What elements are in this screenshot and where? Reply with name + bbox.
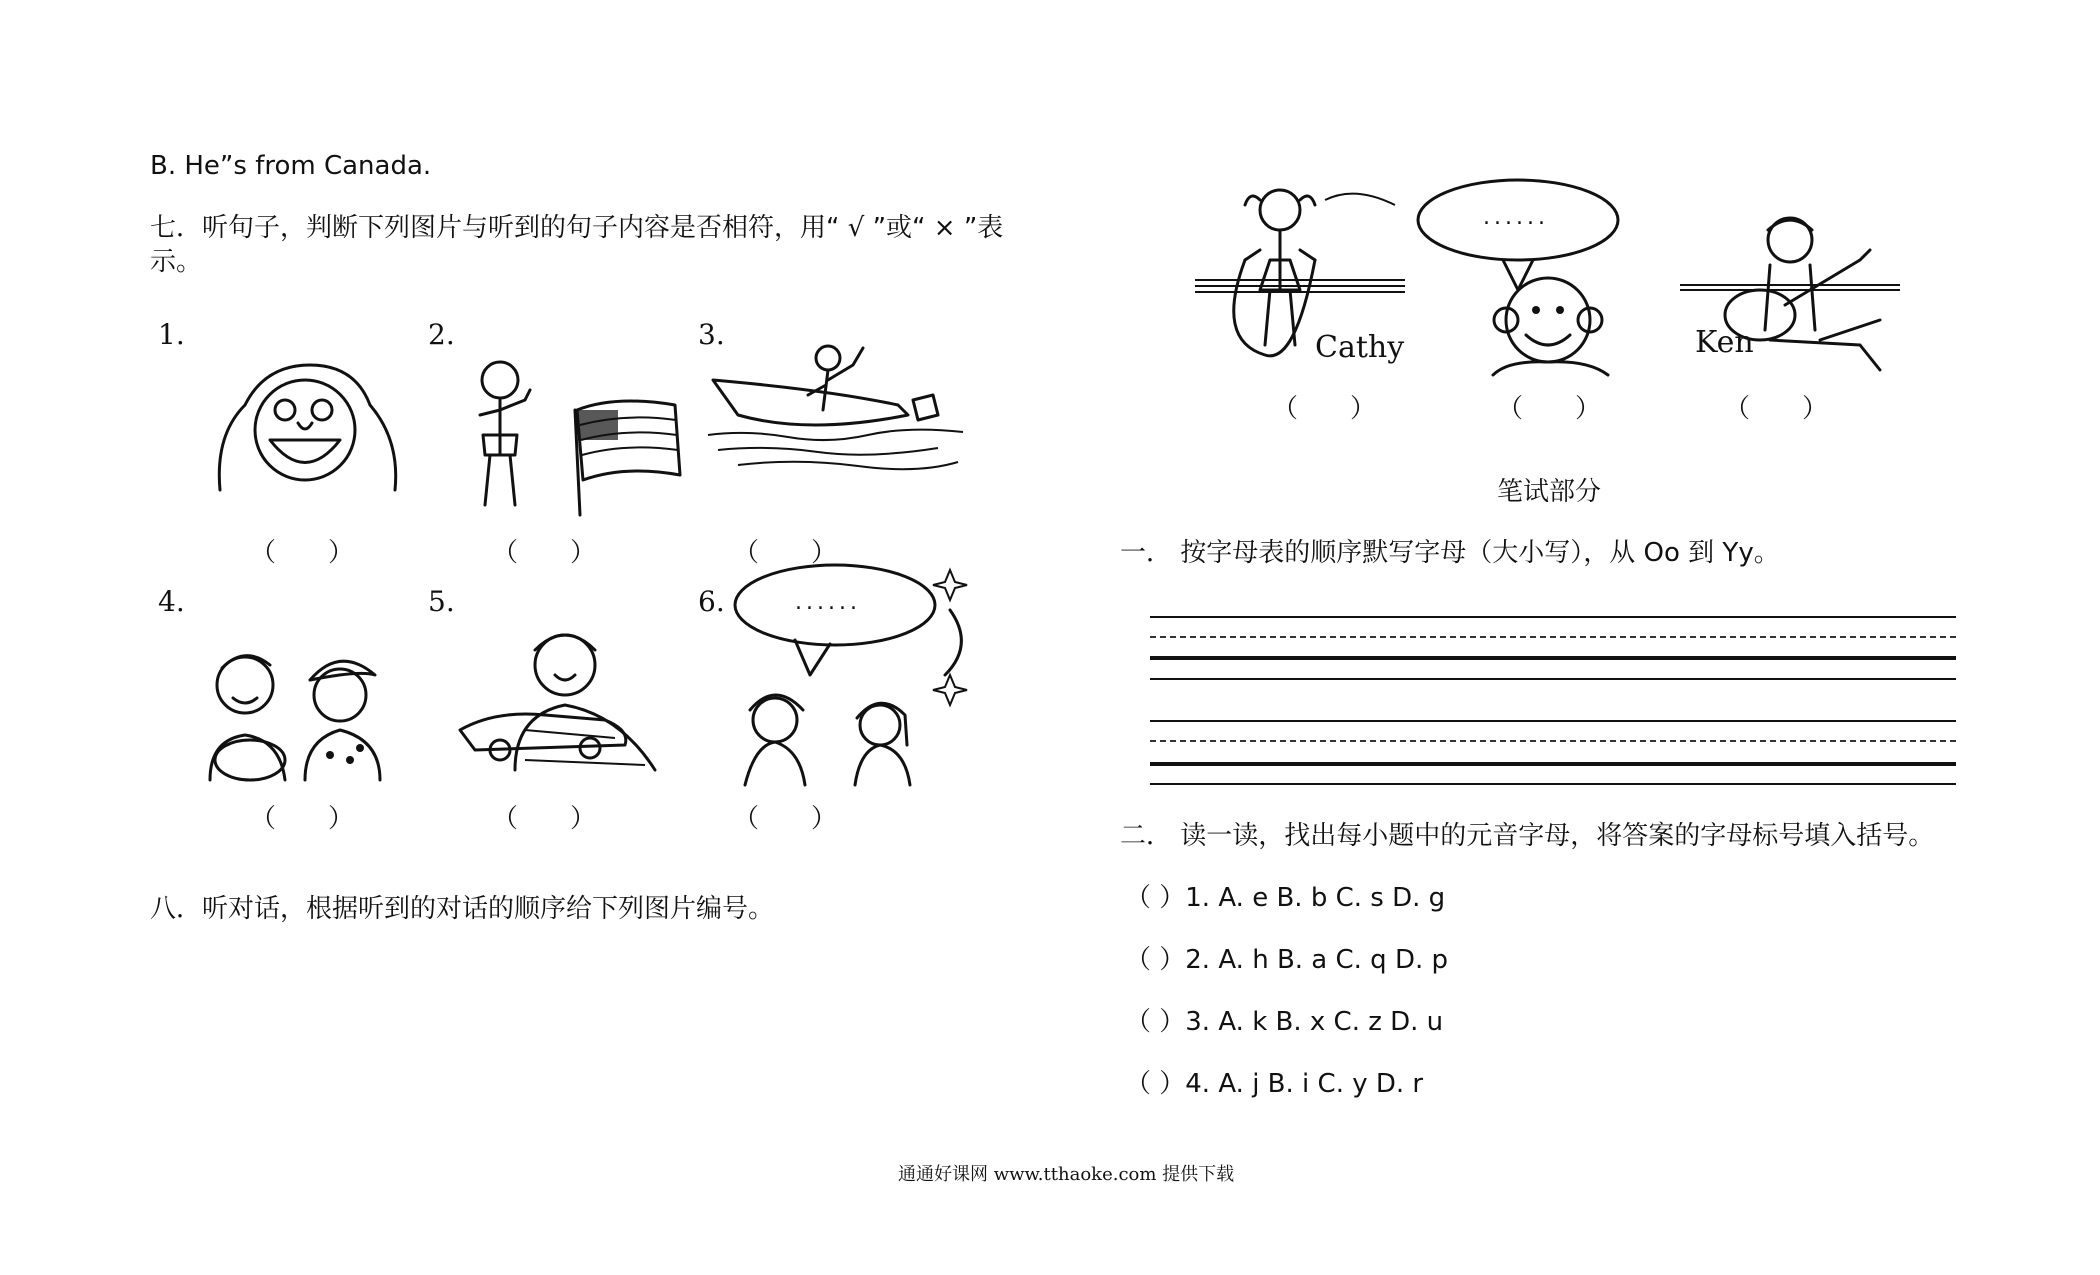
writing-line-mid-1[interactable] (1150, 636, 1956, 638)
speech-bubble-people-icon (735, 560, 975, 790)
answer-paren-cathy[interactable]: （ ） (1272, 394, 1377, 424)
section2-title: 二． 读一读，找出每小题中的元音字母，将答案的字母标号填入括号。 (1120, 821, 1935, 851)
item-number-3: 3. (698, 318, 725, 351)
caption-cathy: Cathy (1315, 330, 1405, 365)
item-number-2: 2. (428, 318, 455, 351)
answer-paren-2[interactable]: （ ） (492, 538, 597, 568)
answer-paren-monkey[interactable]: （ ） (1497, 394, 1602, 424)
man-face-icon (210, 355, 400, 495)
writing-line-base-2[interactable] (1150, 762, 1956, 766)
question-1[interactable]: （ ）1. A. e B. b C. s D. g (1125, 883, 1446, 913)
two-people-icon (200, 640, 400, 785)
answer-paren-5[interactable]: （ ） (492, 804, 597, 834)
writing-line-top-1[interactable] (1150, 616, 1956, 618)
boy-with-car-icon (455, 620, 665, 780)
question-2[interactable]: （ ）2. A. h B. a C. q D. p (1125, 945, 1449, 975)
item-number-1: 1. (158, 318, 185, 351)
girl-with-flag-icon (465, 355, 685, 515)
man-in-boat-icon (708, 340, 968, 470)
item-number-5: 5. (428, 585, 455, 618)
section1-title: 一． 按字母表的顺序默写字母（大小写），从 Oo 到 Yy。 (1120, 538, 1780, 568)
answer-paren-1[interactable]: （ ） (250, 538, 355, 568)
page-footer: 通通好课网 www.tthaoke.com 提供下载 (898, 1164, 1235, 1185)
writing-line-mid-2[interactable] (1150, 740, 1956, 742)
section7-title-line1: 七．听句子，判断下列图片与听到的句子内容是否相符，用“ √ ”或“ × ”表 (150, 213, 1004, 243)
section8-title: 八．听对话，根据听到的对话的顺序给下列图片编号。 (150, 894, 775, 924)
writing-line-top-2[interactable] (1150, 720, 1956, 722)
answer-paren-ken[interactable]: （ ） (1724, 394, 1829, 424)
written-section-heading: 笔试部分 (1497, 477, 1602, 507)
writing-line-base-1[interactable] (1150, 656, 1956, 660)
answer-paren-3[interactable]: （ ） (733, 538, 838, 568)
bubble-text-left: ...... (795, 590, 861, 615)
item-number-6: 6. (698, 585, 725, 618)
girl-skipping-rope-icon (1195, 180, 1405, 370)
question-4[interactable]: （ ）4. A. j B. i C. y D. r (1125, 1069, 1424, 1099)
item-number-4: 4. (158, 585, 185, 618)
answer-paren-6[interactable]: （ ） (733, 804, 838, 834)
section7-title-line2: 示。 (150, 247, 203, 277)
caption-ken: Ken (1695, 325, 1754, 360)
writing-line-bottom-1[interactable] (1150, 678, 1956, 680)
answer-option-b: B. He”s from Canada. (150, 151, 432, 181)
writing-line-bottom-2[interactable] (1150, 783, 1956, 785)
boy-playing-guitar-icon (1680, 210, 1900, 370)
answer-paren-4[interactable]: （ ） (250, 804, 355, 834)
monkey-speaking-icon (1408, 180, 1628, 380)
question-3[interactable]: （ ）3. A. k B. x C. z D. u (1125, 1007, 1444, 1037)
bubble-text-right: ...... (1483, 205, 1549, 230)
